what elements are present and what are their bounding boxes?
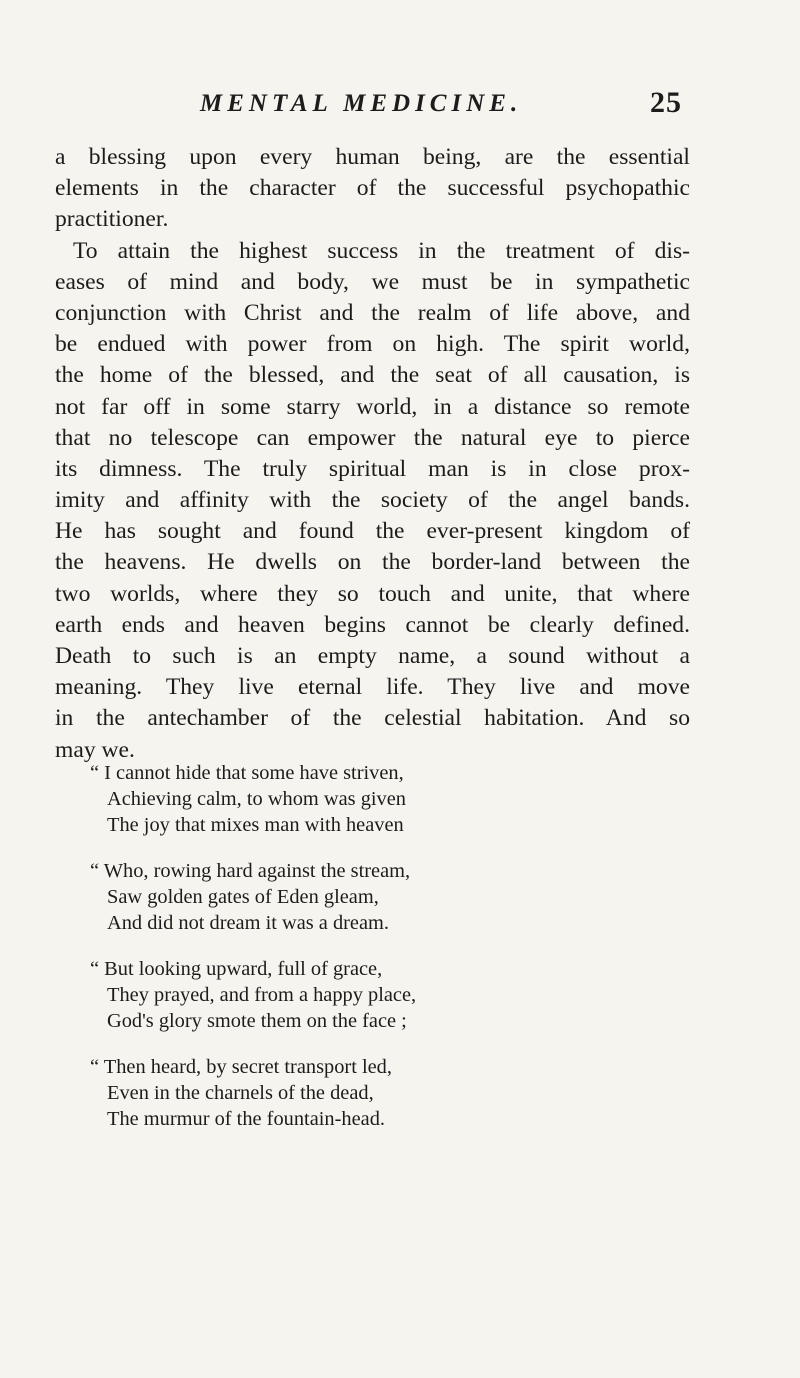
text-line: eases of mind and body, we must be in sympathetic bbox=[55, 268, 690, 295]
text-line: imity and affinity with the society of the angel bands. bbox=[55, 487, 690, 514]
text-line: not far off in some starry world, in a distance so remote bbox=[55, 393, 690, 420]
poem-line: They prayed, and from a happy place, bbox=[107, 984, 417, 1006]
poem-quotation bbox=[90, 760, 630, 1152]
text-line: its dimness. The truly spiritual man is in close prox- bbox=[55, 455, 690, 482]
text-line: earth ends and heaven begins cannot be clearly defined. bbox=[55, 611, 690, 638]
text-line: Death to such is an empty name, a sound without a bbox=[55, 643, 690, 669]
poem-stanza bbox=[90, 1054, 630, 1132]
poem-line: The murmur of the fountain-head. bbox=[107, 1108, 386, 1130]
poem-line: Even in the charnels of the dead, bbox=[107, 1082, 374, 1104]
text-line: the heavens. He dwells on the border-land between the bbox=[55, 549, 690, 576]
page-header bbox=[130, 86, 682, 126]
poem-stanza bbox=[90, 760, 630, 838]
poem-stanza bbox=[90, 956, 630, 1034]
poem-line: And did not dream it was a dream. bbox=[107, 912, 389, 934]
text-line: be endued with power from on high. The spirit world, bbox=[55, 331, 690, 358]
poem-stanza bbox=[90, 858, 630, 936]
text-line: elements in the character of the successful psychopathic bbox=[55, 175, 690, 202]
text-line: in the antechamber of the celestial habitation. And so bbox=[55, 705, 690, 732]
text-line: He has sought and found the ever-present kingdom of bbox=[55, 518, 690, 545]
text-line: may we. bbox=[55, 736, 135, 763]
text-line: the home of the blessed, and the seat of all causation, is bbox=[55, 362, 690, 389]
running-head: MENTAL MEDICINE. bbox=[200, 90, 523, 117]
poem-line: Saw golden gates of Eden gleam, bbox=[107, 886, 379, 908]
text-line: To attain the highest success in the treatment of dis- bbox=[73, 237, 690, 264]
text-line: that no telescope can empower the natural eye to pierce bbox=[55, 424, 690, 451]
text-line: meaning. They live eternal life. They live and move bbox=[55, 674, 690, 701]
poem-line: The joy that mixes man with heaven bbox=[107, 814, 404, 836]
text-line: conjunction with Christ and the realm of life above, and bbox=[55, 299, 690, 326]
poem-line: God's glory smote them on the face ; bbox=[107, 1010, 407, 1032]
page-number: 25 bbox=[650, 86, 682, 119]
poem-line: “ I cannot hide that some have striven, bbox=[90, 762, 404, 784]
text-line: a blessing upon every human being, are the essential bbox=[55, 144, 690, 170]
poem-line: “ Who, rowing hard against the stream, bbox=[90, 860, 411, 882]
text-line: practitioner. bbox=[55, 206, 169, 233]
poem-line: “ Then heard, by secret transport led, bbox=[90, 1056, 392, 1078]
prose-paragraphs bbox=[55, 142, 690, 766]
text-line: two worlds, where they so touch and unite, that where bbox=[55, 580, 690, 607]
poem-line: Achieving calm, to whom was given bbox=[107, 788, 406, 810]
poem-line: “ But looking upward, full of grace, bbox=[90, 958, 383, 980]
